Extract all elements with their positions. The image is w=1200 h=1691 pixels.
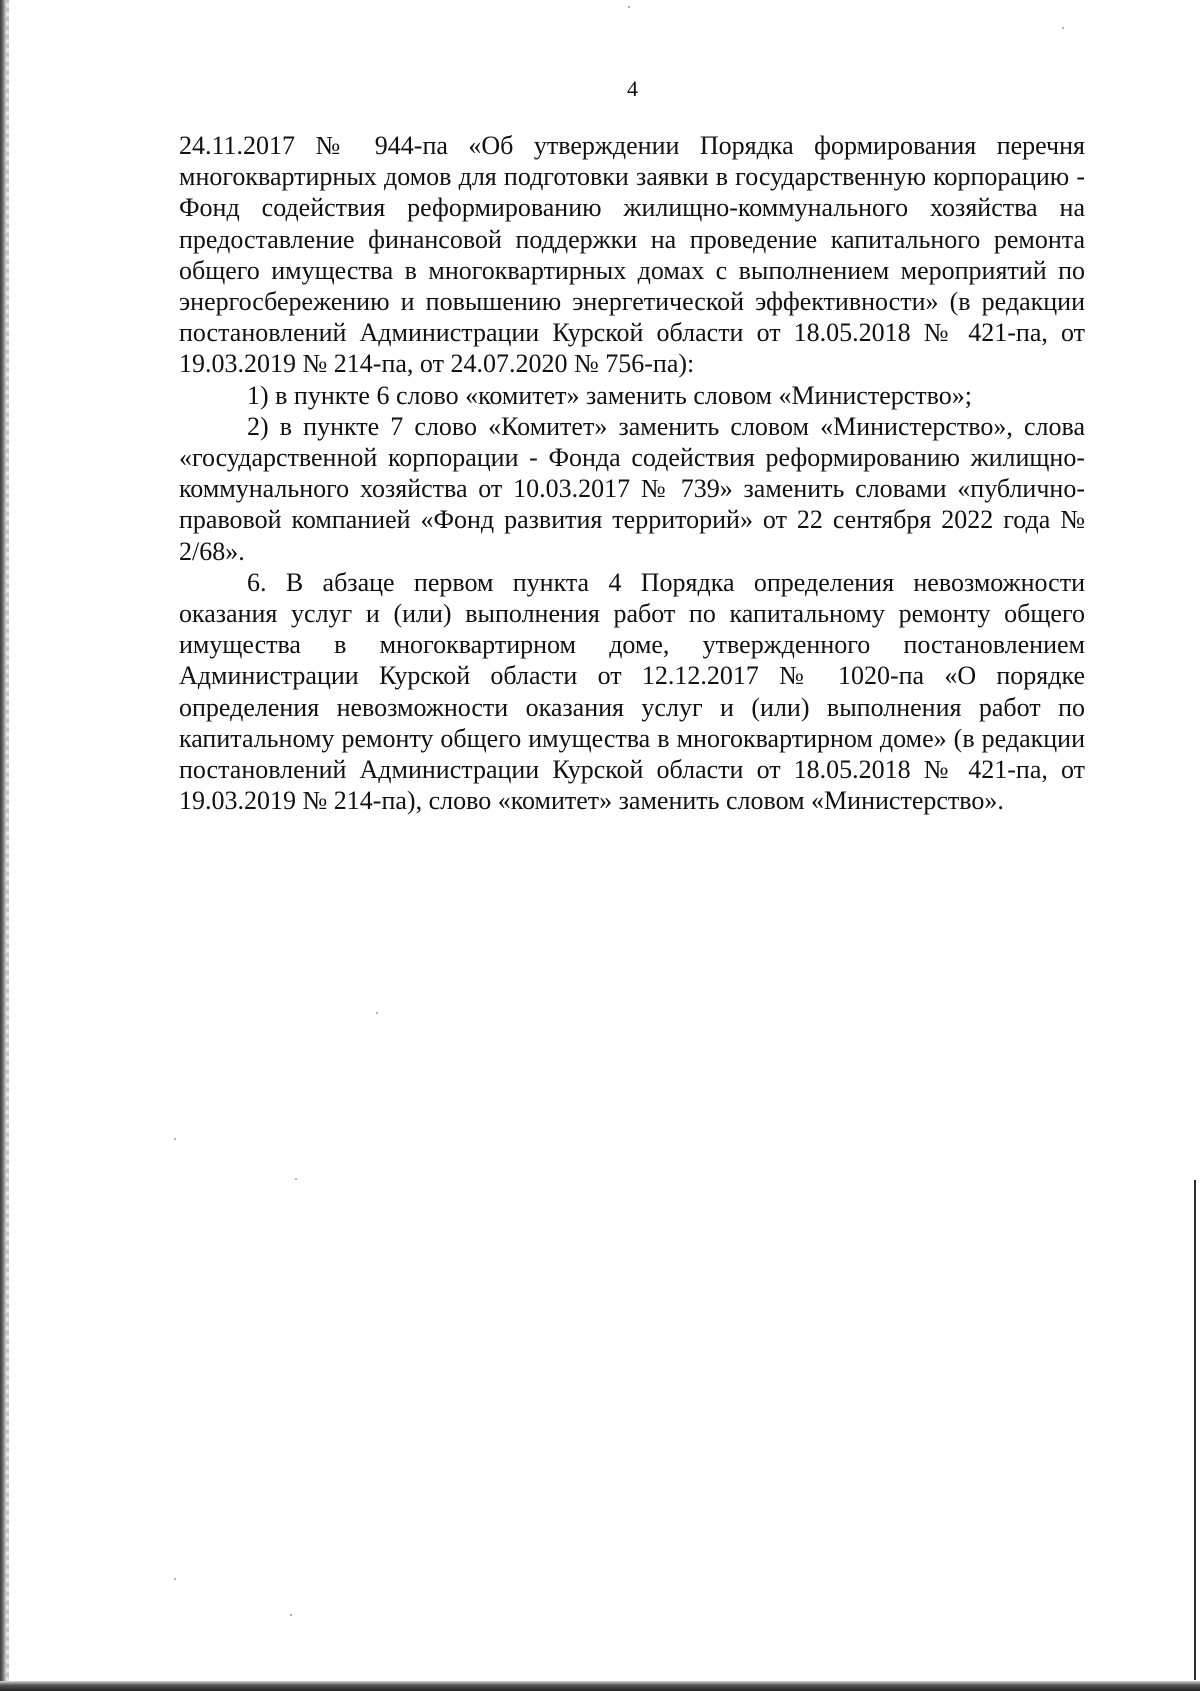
scan-shadow-bottom [0, 1681, 1200, 1691]
paragraph-continuation: 24.11.2017 № 944-па «Об утверждении Порядка формирования перечня многоквартирных домов для подготовки заявки в государственную корпорацию - Фонд содействия реформированию жилищно-коммунального хозяйства на предоставление финансовой поддержки на проведение капитального ремонта общего имущества в многоквартирных домах с выполнением мероприятий по энергосбережению и повышению энергетической эффективности» (в редакции постановлений Администрации Курской области от 18.05.2018 № 421-па, от 19.03.2019 № 214-па, от 24.07.2020 № 756-па): [179, 131, 1085, 379]
paragraph-point-6: 6. В абзаце первом пункта 4 Порядка определения невозможности оказания услуг и (или) выполнения работ по капитальному ремонту общего имущества в многоквартирном доме, утвержденного постановлением Администрации Курской области от 12.12.2017 № 1020-па «О порядке определения невозможности оказания услуг и (или) выполнения работ по капитальному ремонту общего имущества в многоквартирном доме» (в редакции постановлений Администрации Курской области от 18.05.2018 № 421-па, от 19.03.2019 № 214-па), слово «комитет» заменить словом «Министерство». [179, 567, 1085, 816]
scan-speck [174, 1578, 176, 1580]
paragraph-item-2: 2) в пункте 7 слово «Комитет» заменить словом «Министерство», слова «государственной корпорации - Фонда содействия реформированию жилищно-коммунального хозяйства от 10.03.2017 № 739» заменить словами «публично-правовой компанией «Фонд развития территорий» от 22 сентября 2022 года № 2/68». [179, 411, 1085, 566]
scan-speck [1062, 27, 1064, 29]
scan-speck [376, 1012, 378, 1014]
scan-shadow-right [1194, 1180, 1196, 1680]
scan-speck [295, 1178, 297, 1180]
document-body [179, 130, 1085, 816]
scan-speck [174, 1138, 176, 1140]
paragraph-item-1: 1) в пункте 6 слово «комитет» заменить словом «Министерство»; [247, 380, 972, 410]
scan-shadow-left-texture [6, 0, 9, 1691]
scan-speck [290, 1614, 292, 1616]
scan-speck [628, 6, 630, 8]
page-number: 4 [627, 76, 638, 101]
